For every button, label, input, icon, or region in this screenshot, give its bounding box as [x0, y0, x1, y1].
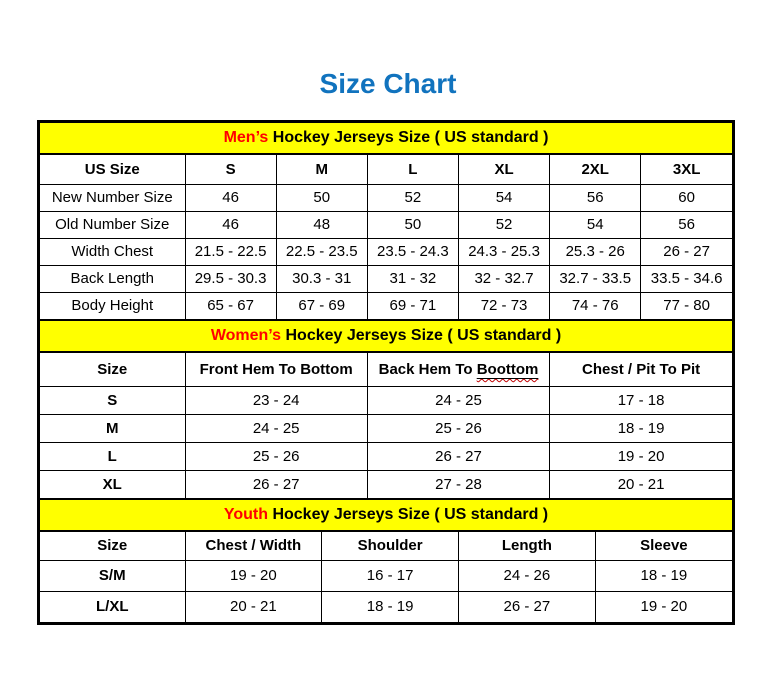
size-cell: 50	[367, 211, 458, 238]
row-label: L	[40, 442, 185, 470]
table-row	[40, 211, 732, 238]
size-cell: 72 - 73	[458, 292, 549, 319]
row-label: New Number Size	[40, 184, 185, 211]
size-cell: 19 - 20	[185, 560, 322, 591]
column-header: Chest / Pit To Pit	[550, 353, 732, 386]
womens-section	[40, 319, 732, 498]
size-cell: 65 - 67	[185, 292, 276, 319]
size-cell: 46	[185, 211, 276, 238]
youth-section	[40, 498, 732, 622]
spellcheck-squiggle	[477, 361, 539, 378]
column-header: Front Hem To Bottom	[185, 353, 367, 386]
column-header: Chest / Width	[185, 532, 322, 560]
size-cell: 54	[550, 211, 641, 238]
mens-size-table	[40, 155, 732, 319]
mens-header-row	[40, 155, 732, 184]
size-cell: 18 - 19	[550, 414, 732, 442]
table-row	[40, 560, 732, 591]
size-cell: 26 - 27	[367, 442, 549, 470]
size-cell: 23.5 - 24.3	[367, 238, 458, 265]
size-cell: 18 - 19	[322, 591, 459, 622]
size-cell: 32.7 - 33.5	[550, 265, 641, 292]
size-cell: 25 - 26	[185, 442, 367, 470]
mens-section-band	[40, 123, 732, 155]
table-row	[40, 414, 732, 442]
table-row	[40, 386, 732, 414]
column-header-prefix: Back Hem To	[378, 360, 477, 378]
size-cell: 19 - 20	[550, 442, 732, 470]
column-header: US Size	[40, 155, 185, 184]
size-cell: 25.3 - 26	[550, 238, 641, 265]
column-header: Size	[40, 353, 185, 386]
size-cell: 21.5 - 22.5	[185, 238, 276, 265]
size-cell: 20 - 21	[550, 470, 732, 498]
size-cell: 77 - 80	[641, 292, 732, 319]
column-header: 2XL	[550, 155, 641, 184]
size-chart	[37, 120, 735, 625]
size-cell: 52	[367, 184, 458, 211]
row-label: S/M	[40, 560, 185, 591]
row-label: XL	[40, 470, 185, 498]
youth-band-accent: Youth	[223, 506, 268, 523]
size-cell: 24 - 25	[367, 386, 549, 414]
table-row	[40, 591, 732, 622]
row-label: S	[40, 386, 185, 414]
womens-band-text: Hockey Jerseys Size ( US standard )	[281, 327, 562, 344]
womens-section-band	[40, 319, 732, 353]
column-header: L	[367, 155, 458, 184]
column-header: S	[185, 155, 276, 184]
size-cell: 50	[276, 184, 367, 211]
column-header: Sleeve	[595, 532, 732, 560]
page-title: Size Chart	[319, 68, 457, 99]
size-cell: 24 - 25	[185, 414, 367, 442]
mens-band-accent: Men’s	[223, 129, 269, 146]
size-cell: 22.5 - 23.5	[276, 238, 367, 265]
misspelled-word: Boottom	[476, 360, 539, 378]
column-header: Size	[40, 532, 185, 560]
size-cell: 24 - 26	[459, 560, 596, 591]
size-cell: 29.5 - 30.3	[185, 265, 276, 292]
youth-band-text: Hockey Jerseys Size ( US standard )	[268, 506, 549, 523]
table-row	[40, 292, 732, 319]
row-label: Back Length	[40, 265, 185, 292]
row-label: M	[40, 414, 185, 442]
youth-size-table	[40, 532, 732, 622]
size-cell: 48	[276, 211, 367, 238]
size-cell: 26 - 27	[459, 591, 596, 622]
size-cell: 23 - 24	[185, 386, 367, 414]
size-cell: 26 - 27	[185, 470, 367, 498]
size-cell: 46	[185, 184, 276, 211]
row-label: Width Chest	[40, 238, 185, 265]
youth-header-row	[40, 532, 732, 560]
size-cell: 56	[641, 211, 732, 238]
size-cell: 26 - 27	[641, 238, 732, 265]
column-header: Length	[459, 532, 596, 560]
size-cell: 25 - 26	[367, 414, 549, 442]
youth-section-band	[40, 498, 732, 532]
size-cell: 67 - 69	[276, 292, 367, 319]
size-cell: 27 - 28	[367, 470, 549, 498]
size-cell: 31 - 32	[367, 265, 458, 292]
size-cell: 20 - 21	[185, 591, 322, 622]
size-cell: 32 - 32.7	[458, 265, 549, 292]
table-row	[40, 470, 732, 498]
mens-band-text: Hockey Jerseys Size ( US standard )	[268, 129, 549, 146]
table-row	[40, 184, 732, 211]
size-cell: 19 - 20	[595, 591, 732, 622]
size-cell: 54	[458, 184, 549, 211]
column-header: Shoulder	[322, 532, 459, 560]
size-cell: 30.3 - 31	[276, 265, 367, 292]
table-row	[40, 265, 732, 292]
table-row	[40, 442, 732, 470]
row-label: Old Number Size	[40, 211, 185, 238]
column-header: M	[276, 155, 367, 184]
row-label: Body Height	[40, 292, 185, 319]
size-cell: 69 - 71	[367, 292, 458, 319]
size-cell: 33.5 - 34.6	[641, 265, 732, 292]
size-cell: 17 - 18	[550, 386, 732, 414]
size-cell: 60	[641, 184, 732, 211]
size-cell: 16 - 17	[322, 560, 459, 591]
size-cell: 74 - 76	[550, 292, 641, 319]
row-label: L/XL	[40, 591, 185, 622]
size-cell: 56	[550, 184, 641, 211]
column-header: XL	[458, 155, 549, 184]
womens-band-accent: Women’s	[210, 327, 282, 344]
womens-size-table	[40, 353, 732, 498]
size-cell: 52	[458, 211, 549, 238]
size-cell: 18 - 19	[595, 560, 732, 591]
size-cell: 24.3 - 25.3	[458, 238, 549, 265]
column-header-misspelled	[367, 353, 549, 386]
column-header: 3XL	[641, 155, 732, 184]
mens-section	[40, 123, 732, 319]
table-row	[40, 238, 732, 265]
womens-header-row	[40, 353, 732, 386]
